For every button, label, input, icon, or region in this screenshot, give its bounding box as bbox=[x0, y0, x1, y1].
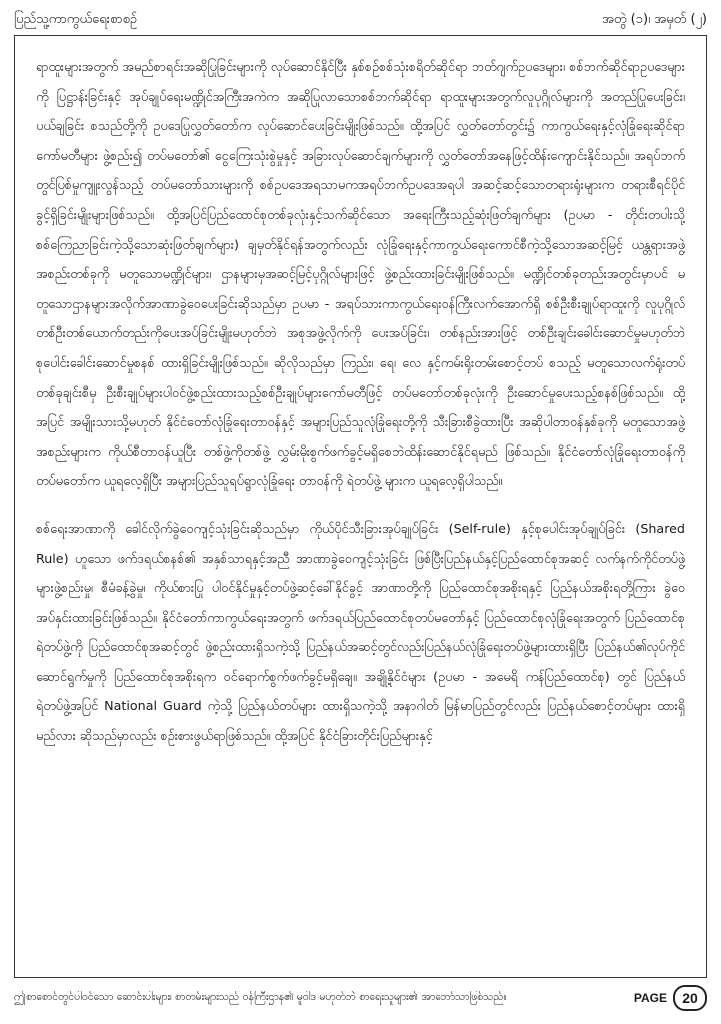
page-indicator bbox=[634, 985, 707, 1011]
paragraph: ရာထူးများအတွက် အမည်စာရင်းအဆိုပြုခြင်းများကို လုပ်ဆောင်နိုင်ပြီး နှစ်စဉ်စစ်သုံးစရိတ်ဆိုင်ရာ ဘတ်ဂျက်ဥပဒေများ၊ စစ်ဘက်ဆိုင်ရာဥပဒေများကို ပြဋ္ဌာန်းခြင်းနှင့် အုပ်ချုပ်ရေးမဏ္ဍိုင်အကြီးအကဲက အဆိုပြုလာသောစစ်ဘက်ဆိုင်ရာ ရာထူးများအတွက်လူပုဂ္ဂိုလ်များကို အတည်ပြုပေးခြင်း၊ ပယ်ချခြင်း စသည်တို့ကို ဥပဒေပြုလွှတ်တော်က လုပ်ဆောင်ပေးခြင်းမျိုးဖြစ်သည်။ ထို့အပြင် လွှတ်တော်တွင်း၌ ကာကွယ်ရေးနှင့်လုံခြုံရေးဆိုင်ရာကော်မတီများ ဖွဲ့စည်း၍ တပ်မတော်၏ ငွေကြေးသုံးစွဲမှုနှင့် အခြားလုပ်ဆောင်ချက်များကို လွှတ်တော်အနေဖြင့်ထိန်းကျောင်းနိုင်သည်။ အရပ်ဘက်တွင်ပြစ်မှုကျူးလွန်သည့် တပ်မတော်သားများကို စစ်ဥပဒေအရသာမကအရပ်ဘက်ဥပဒေအရပါ အဆင့်ဆင့်သောတရားရုံးများက တရားစီရင်ပိုင်ခွင့်ရှိခြင်းမျိုးများဖြစ်သည်။ ထို့အပြင်ပြည်ထောင်စုတစ်ခုလုံးနှင့်သက်ဆိုင်သော အရေးကြီးသည့်ဆုံးဖြတ်ချက်များ (ဥပမာ - တိုင်းတပါးသို့စစ်ကြေညာခြင်းကဲ့သို့သောဆုံးဖြတ်ချက်များ) ချမှတ်နိုင်ရန်အတွက်လည်း လုံခြုံရေးနှင့်ကာကွယ်ရေးကောင်စီကဲ့သို့သောအဆင့်မြင့် ယန္တရားအဖွဲ့အစည်းတစ်ခုကို မတူသောမဏ္ဍိုင်များ၊ ဌာနများမှအဆင့်မြင့်ပုဂ္ဂိုလ်များဖြင့် ဖွဲ့စည်းထားခြင်းမျိုးဖြစ်သည်။ မဏ္ဍိုင်တစ်ခုတည်းအတွင်းမှာပင် မတူသောဌာနများအလိုက်အာဏာခွဲဝေပေးခြင်းဆိုသည်မှာ ဥပမာ - အရပ်သားကာကွယ်ရေးဝန်ကြီးလက်အောက်ရှိ စစ်ဦးစီးချုပ်ရာထူးကို လူပုဂ္ဂိုလ်တစ်ဦးတစ်ယောက်တည်းကိုပေးအပ်ခြင်းမျိုးမဟုတ်ဘဲ အစုအဖွဲ့လိုက်ကို ပေးအပ်ခြင်း၊ တစ်နည်းအားဖြင့် တစ်ဦးချင်းခေါင်းဆောင်မှုမဟုတ်ဘဲ စုပေါင်းခေါင်းဆောင်မှုစနစ် ထားရှိခြင်းမျိုးဖြစ်သည်။ ဆိုလိုသည်မှာ ကြည်း၊ ရေ၊ လေ နှင့်ကမ်းရိုးတမ်းစောင့်တပ် စသည့် မတူသောလက်ရုံးတပ်တစ်ခုချင်းစီမှ ဦးစီးချုပ်များပါဝင်ဖွဲ့စည်းထားသည့်စစ်ဦးချုပ်များကော်မတီဖြင့် တပ်မတော်တစ်ခုလုံးကို ဦးဆောင်မှုပေးသည့်စနစ်ဖြစ်သည်။ ထို့အပြင် အမျိုးသားသို့မဟုတ် နိုင်ငံတော်လုံခြုံရေးတာဝန်နှင့် အများပြည်သူလုံခြုံရေးတို့ကို သီးခြားစီခွဲထားပြီး အဆိုပါတာဝန်နှစ်ခုကို မတူသောအဖွဲ့အစည်းများက ကိုယ်စီတာဝန်ယူပြီး တစ်ဖွဲ့ကိုတစ်ဖွဲ့ လွှမ်းမိုးစွက်ဖက်ခွင့်မရှိစေဘဲထိန်းဆောင်နိုင်ရမည် ဖြစ်သည်။ နိုင်ငံတော်လုံခြုံရေးတာဝန်ကို တပ်မတော်က ယူရလေ့ရှိပြီး အများပြည်သူရပ်ရွာလုံခြုံရေး တာဝန်ကို ရဲတပ်ဖွဲ့ များက ယူရလေ့ရှိပါသည်။ bbox=[36, 59, 685, 489]
issue-number: အတွဲ (၁)၊ အမှတ် (၂) bbox=[601, 12, 707, 27]
article-body bbox=[36, 52, 685, 972]
page-footer bbox=[14, 980, 707, 1016]
page-number: 20 bbox=[673, 985, 707, 1011]
page-header bbox=[14, 6, 707, 36]
page-label: PAGE bbox=[633, 991, 667, 1005]
disclaimer-note: ဤစာစောင်တွင်ပါဝင်သော ဆောင်းပါးများ၊ စာတမ်းများသည် ဝန်ကြီးဌာန၏ မူဝါဒ မဟုတ်ဘဲ စာရေးသူများ၏ အာဘော်သာဖြစ်သည်။ bbox=[14, 990, 507, 1003]
publication-title: ပြည်သူ့ကာကွယ်ရေးစာစဉ် bbox=[14, 12, 138, 27]
paragraph: စစ်ရေးအာဏာကို ခေါင်လိုက်ခွဲဝေကျင့်သုံးခြင်းဆိုသည်မှာ ကိုယ်ပိုင်သီးခြားအုပ်ချုပ်ခြင်း (Self-rule) နှင့်စုပေါင်းအုပ်ချုပ်ခြင်း (Shared Rule) ဟူသော ဖက်ဒရယ်စနစ်၏ အနှစ်သာရနှင့်အညီ အာဏာခွဲဝေကျင့်သုံးခြင်း ဖြစ်ပြီးပြည်နယ်နှင့်ပြည်ထောင်စုအဆင့် လက်နက်ကိုင်တပ်ဖွဲ့များဖွဲ့စည်းမှု၊ စီမံခန့်ခွဲမှု၊ ကိုယ်စားပြု ပါဝင်နိုင်မှုနှင့်တပ်ဖွဲ့ဆင့်ခေါ်နိုင်ခွင့် အာဏာတို့ကို ပြည်ထောင်စုအစိုးရနှင့် ပြည်နယ်အစိုးရတို့ကြား ခွဲဝေအပ်နှင်းထားခြင်းဖြစ်သည်။ နိုင်ငံတော်ကာကွယ်ရေးအတွက် ဖက်ဒရယ်ပြည်ထောင်စုတပ်မတော်နှင့် ပြည်ထောင်စုလုံခြုံရေးအတွက် ပြည်ထောင်စုရဲတပ်ဖွဲ့ကို ပြည်ထောင်စုအဆင့်တွင် ဖွဲ့စည်းထားရှိသကဲ့သို့ ပြည်နယ်အဆင့်တွင်လည်းပြည်နယ်လုံခြုံရေးတပ်ဖွဲ့များထားရှိပြီး ပြည်နယ်၏လုပ်ကိုင် ဆောင်ရွက်မှုကို ပြည်ထောင်စုအစိုးရက ဝင်ရောက်စွက်ဖက်ခွင့်မရှိချေ။ အချို့နိုင်ငံများ (ဥပမာ - အမေရိ ကန်ပြည်ထောင်စု) တွင် ပြည်နယ်ရဲတပ်ဖွဲ့အပြင် National Guard ကဲ့သို့ ပြည်နယ်တပ်များ ထားရှိသကဲ့သို့ အနာဂါတ် မြန်မာပြည်တွင်လည်း ပြည်နယ်စောင့်တပ်များ ထားရှိမည်လား ဆိုသည်မှာလည်း စဉ်းစားဖွယ်ရာဖြစ်သည်။ ထို့အပြင် နိုင်ငံခြားတိုင်းပြည်များနှင့် bbox=[36, 520, 685, 744]
